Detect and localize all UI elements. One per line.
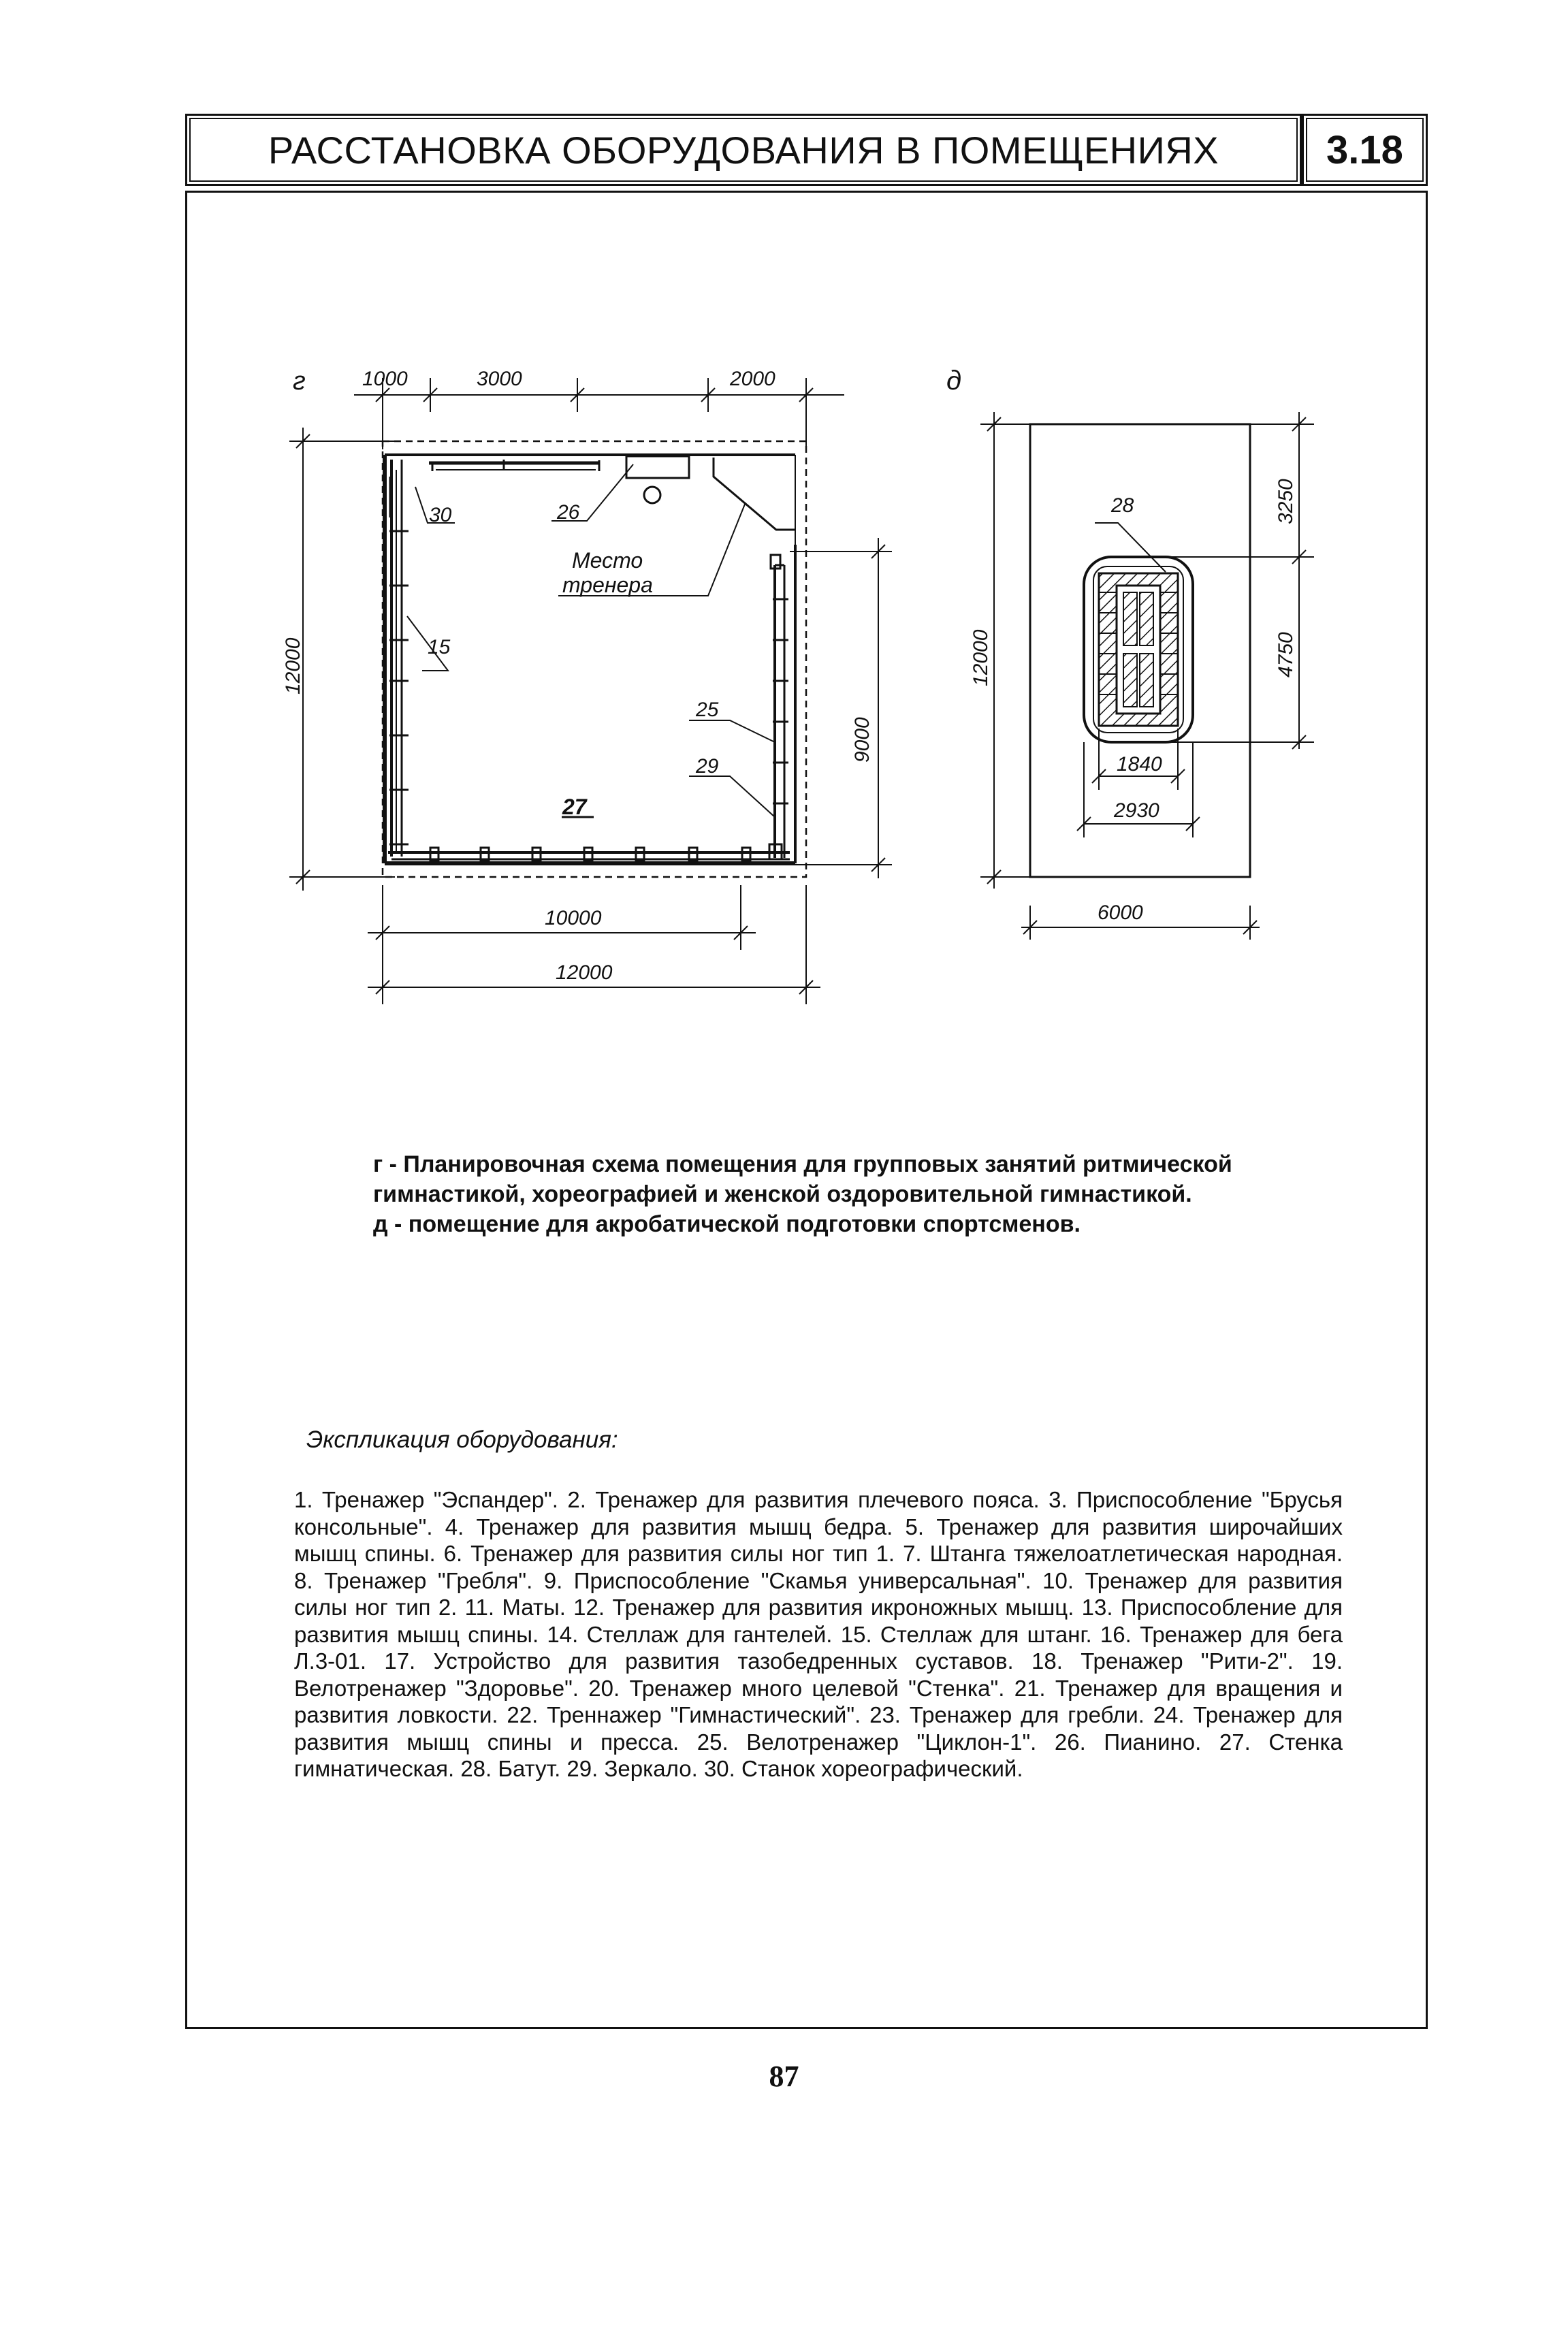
dim-1000: 1000 — [362, 368, 408, 390]
caption-line-1: г - Планировочная схема помещения для групповых занятий ритмической — [373, 1151, 1232, 1177]
label-27: 27 — [562, 795, 587, 819]
dim-12000-left: 12000 — [282, 637, 304, 694]
label-28: 28 — [1111, 494, 1134, 517]
label-29: 29 — [696, 755, 719, 778]
dim-12000-bottom: 12000 — [556, 961, 613, 984]
caption-line-2: гимнастикой, хореографией и женской оздоровительной гимнастикой. — [373, 1181, 1192, 1207]
plan-d-letter: д — [946, 366, 962, 396]
plan-g-letter: г — [293, 367, 306, 396]
ballet-barre — [429, 460, 599, 471]
dim-9000: 9000 — [851, 717, 874, 763]
trainer-place-1: Место — [572, 548, 643, 573]
explication-title: Экспликация оборудования: — [306, 1426, 618, 1453]
piano — [626, 456, 689, 478]
piano-stool — [644, 487, 660, 503]
section-number: 3.18 — [1326, 127, 1403, 172]
label-25: 25 — [696, 699, 719, 721]
dim-10000: 10000 — [545, 907, 602, 929]
dim-d-1840: 1840 — [1117, 753, 1162, 776]
page-title: РАССТАНОВКА ОБОРУДОВАНИЯ В ПОМЕЩЕНИЯХ — [268, 128, 1219, 172]
dim-d-6000: 6000 — [1098, 901, 1143, 924]
dim-d-2930: 2930 — [1114, 799, 1159, 822]
dim-d-4750: 4750 — [1275, 632, 1297, 677]
caption-line-3: д - помещение для акробатической подготовки спортсменов. — [373, 1211, 1081, 1237]
right-wall-equipment — [771, 555, 788, 858]
trainer-area — [714, 458, 795, 530]
dim-d-3250: 3250 — [1275, 479, 1297, 524]
label-26: 26 — [557, 501, 580, 524]
trainer-place-2: тренера — [562, 573, 653, 597]
label-30: 30 — [429, 504, 452, 526]
page-number: 87 — [769, 2060, 799, 2093]
plan-g-leaders — [407, 464, 775, 817]
explication-text: 1. Тренажер "Эспандер". 2. Тренажер для развития плечевого пояса. 3. Приспособление "Брусья консольные". 4. Тренажер для развития мышц бедра. 5. Тренажер для развития широчайших мышц спины. 6. Тренажер для развития силы ног тип 1. 7. Штанга тяжелоатлетическая народная. 8. Тренажер "Гребля". 9. Приспособление "Скамья универсальная". 10. Тренажер для развития силы ног тип 2. 11. Маты. 12. Тренажер для развития икроножных мышц. 13. Приспособление для развития мышц спины. 14. Стеллаж для гантелей. 15. Стеллаж для штанг. 16. Тренажер для бега Л.3-01. 17. Устройство для развития тазобедренных суставов. 18. Тренажер "Рити-2". 19. Велотренажер "Здоровье". 20. Тренажер много целевой "Стенка". 21. Тренажер для вращения и развития ловкости. 22. Треннажер "Гимнастический". 23. Тренажер для гребли. 24. Тренажер для развития мышц спины и пресса. 25. Велотренажер "Циклон-1". 26. Пианино. 27. Стенка гимнатическая. 28. Батут. 29. Зеркало. 30. Станок хореографический. — [294, 1487, 1343, 1781]
dim-2000: 2000 — [730, 368, 775, 390]
figure-caption — [373, 1149, 1340, 1239]
plan-d — [980, 412, 1314, 940]
label-15: 15 — [428, 636, 451, 658]
wall-bars — [388, 844, 790, 861]
dim-3000: 3000 — [477, 368, 522, 390]
dim-d-12000: 12000 — [970, 629, 992, 686]
